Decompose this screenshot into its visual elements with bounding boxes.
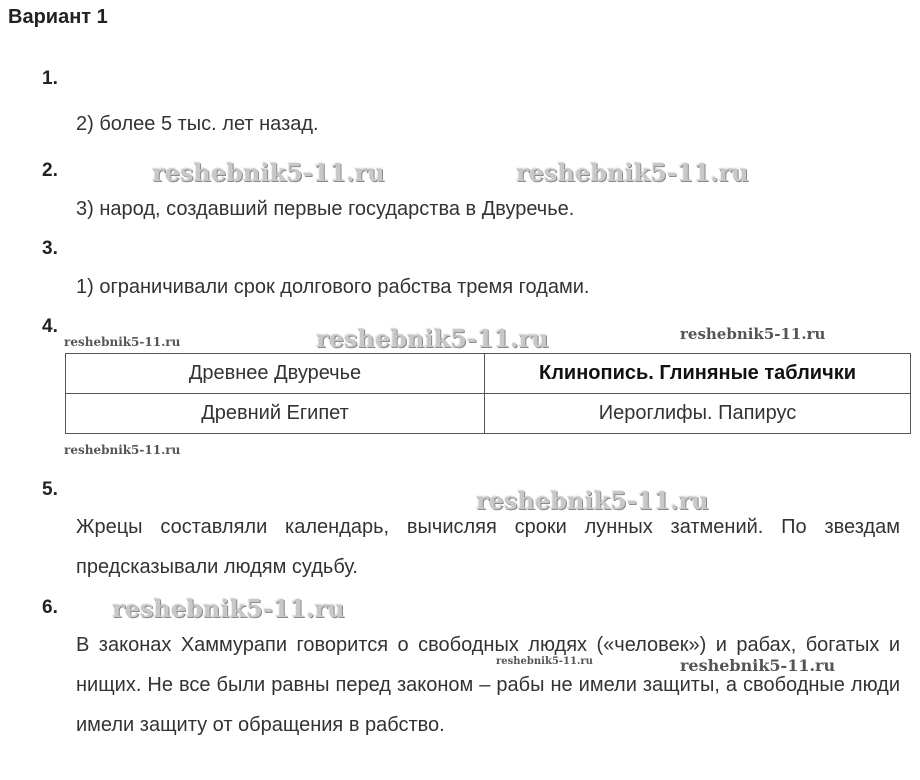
table-row xyxy=(66,394,911,434)
question-number: 5. xyxy=(42,479,58,500)
table-cell: Древнее Двуречье xyxy=(66,354,485,394)
question-number: 4. xyxy=(42,316,58,337)
watermark: reshebnik5-11.ru xyxy=(680,325,826,343)
answer-paragraph: Жрецы составляли календарь, вычисляя сроки лунных затмений. По звездам предсказывали людям судьбу. xyxy=(76,516,900,578)
watermark: reshebnik5-11.ru xyxy=(112,594,345,623)
question-number: 3. xyxy=(42,238,58,259)
question-number: 6. xyxy=(42,597,58,618)
answer-paragraph: В законах Хаммурапи говорится о свободных людях («человек») и рабах, богатых и нищих. Не все были равны перед законом – рабы не имели защиты, а свободные люди имели защиту от обращения в рабство. xyxy=(76,634,900,736)
question-number: 2. xyxy=(42,160,58,181)
table-cell: Клинопись. Глиняные таблички xyxy=(485,354,911,394)
watermark: reshebnik5-11.ru xyxy=(496,656,593,667)
watermark: reshebnik5-11.ru xyxy=(680,656,836,675)
watermark: reshebnik5-11.ru xyxy=(516,158,749,187)
answer-text: 1) ограничивали срок долгового рабства тремя годами. xyxy=(76,276,590,298)
table-cell: Древний Египет xyxy=(66,394,485,434)
table-cell: Иероглифы. Папирус xyxy=(485,394,911,434)
watermark: reshebnik5-11.ru xyxy=(152,158,385,187)
watermark: reshebnik5-11.ru xyxy=(476,486,709,515)
comparison-table xyxy=(65,353,911,434)
answer-text: 3) народ, создавший первые государства в Двуречье. xyxy=(76,198,575,220)
page-title: Вариант 1 xyxy=(8,6,108,28)
table-row xyxy=(66,354,911,394)
answer-text: 2) более 5 тыс. лет назад. xyxy=(76,113,319,135)
watermark: reshebnik5-11.ru xyxy=(64,443,181,457)
watermark: reshebnik5-11.ru xyxy=(64,335,181,349)
watermark: reshebnik5-11.ru xyxy=(316,324,549,353)
question-number: 1. xyxy=(42,68,58,89)
